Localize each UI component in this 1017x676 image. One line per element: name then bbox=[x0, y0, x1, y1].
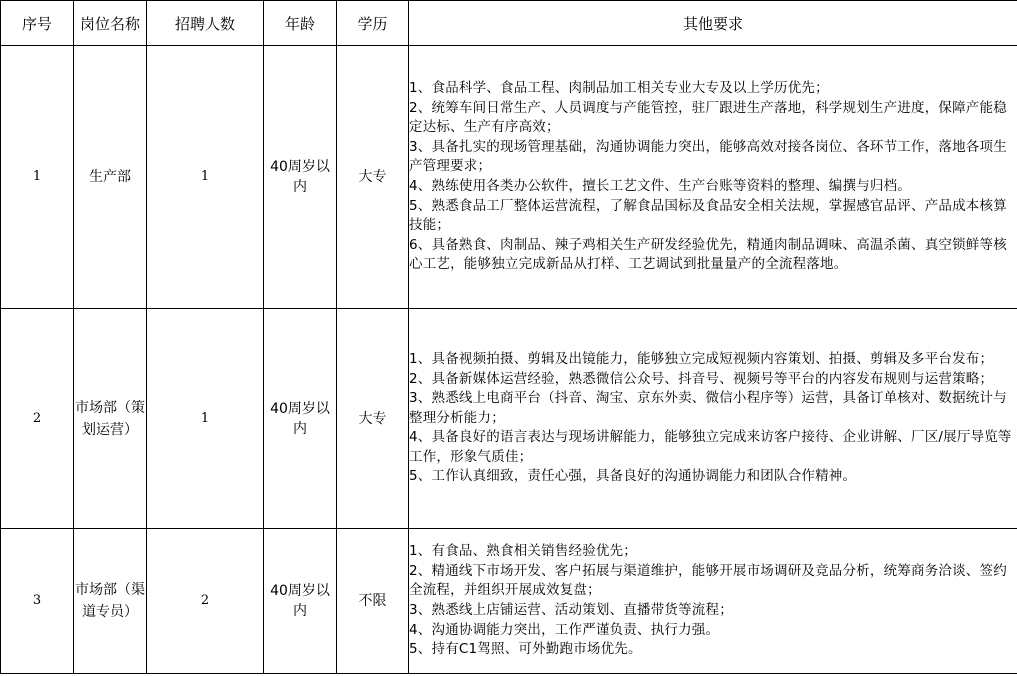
requirement-line: 4、熟练使用各类办公软件，擅长工艺文件、生产台账等资料的整理、编撰与归档。 bbox=[409, 178, 911, 194]
header-education: 学历 bbox=[337, 1, 409, 46]
cell-seq: 3 bbox=[1, 529, 74, 674]
requirement-line: 2、精通线下市场开发、客户拓展与渠道维护，能够开展市场调研及竞品分析，统筹商务洽谈、签约全流程，并组织开展成效复盘； bbox=[409, 562, 1007, 599]
header-requirements: 其他要求 bbox=[409, 1, 1017, 46]
requirement-line: 5、工作认真细致，责任心强，具备良好的沟通协调能力和团队合作精神。 bbox=[409, 468, 857, 485]
cell-age: 40周岁以内 bbox=[264, 309, 337, 529]
requirement-line: 1、具备视频拍摄、剪辑及出镜能力，能够独立完成短视频内容策划、拍摄、剪辑及多平台发布； bbox=[409, 350, 994, 367]
requirement-line: 1、食品科学、食品工程、肉制品加工相关专业大专及以上学历优先； bbox=[409, 80, 829, 97]
cell-count: 2 bbox=[147, 529, 264, 674]
cell-age: 40周岁以内 bbox=[264, 529, 337, 674]
requirement-line: 6、具备熟食、肉制品、辣子鸡相关生产研发经验优先，精通肉制品调味、高温杀菌、真空锁鲜等核心工艺，能够独立完成新品从打样、工艺调试到批量量产的全流程落地。 bbox=[409, 236, 1007, 273]
cell-position: 市场部（策划运营） bbox=[74, 309, 147, 529]
cell-education: 大专 bbox=[337, 46, 409, 309]
cell-seq: 2 bbox=[1, 309, 74, 529]
requirement-line: 2、统筹车间日常生产、人员调度与产能管控，驻厂跟进生产落地，科学规划生产进度，保障产能稳定达标、生产有序高效； bbox=[409, 99, 1007, 136]
requirement-line: 5、持有C1驾照、可外勤跑市场优先。 bbox=[409, 641, 642, 658]
table-row bbox=[1, 309, 1017, 529]
cell-requirements bbox=[409, 46, 1017, 309]
header-count: 招聘人数 bbox=[147, 1, 264, 46]
cell-education: 大专 bbox=[337, 309, 409, 529]
header-seq: 序号 bbox=[1, 1, 74, 46]
cell-seq: 1 bbox=[1, 46, 74, 309]
cell-count: 1 bbox=[147, 46, 264, 309]
cell-education: 不限 bbox=[337, 529, 409, 674]
table-row bbox=[1, 529, 1017, 674]
requirement-line: 4、沟通协调能力突出，工作严谨负责、执行力强。 bbox=[409, 621, 720, 638]
cell-requirements bbox=[409, 529, 1017, 674]
requirement-line: 5、熟悉食品工厂整体运营流程，了解食品国标及食品安全相关法规，掌握感官品评、产品成本核算技能； bbox=[409, 197, 1007, 234]
requirement-line: 2、具备新媒体运营经验，熟悉微信公众号、抖音号、视频号等平台的内容发布规则与运营策略； bbox=[409, 370, 994, 387]
header-age: 年龄 bbox=[264, 1, 337, 46]
table-row bbox=[1, 46, 1017, 309]
requirement-line: 1、有食品、熟食相关销售经验优先； bbox=[409, 543, 637, 560]
cell-age: 40周岁以内 bbox=[264, 46, 337, 309]
requirement-line: 3、熟悉线上店铺运营、活动策划、直播带货等流程； bbox=[409, 602, 733, 618]
cell-requirements bbox=[409, 309, 1017, 529]
cell-count: 1 bbox=[147, 309, 264, 529]
requirement-line: 3、熟悉线上电商平台（抖音、淘宝、京东外卖、微信小程序等）运营，具备订单核对、数据统计与整理分析能力； bbox=[409, 390, 1007, 426]
requirement-line: 4、具备良好的语言表达与现场讲解能力，能够独立完成来访客户接待、企业讲解、厂区/展厅导览等工作，形象气质佳； bbox=[409, 429, 1012, 465]
requirement-line: 3、具备扎实的现场管理基础，沟通协调能力突出，能够高效对接各岗位、各环节工作，落地各项生产管理要求； bbox=[409, 138, 1007, 175]
cell-position: 市场部（渠道专员） bbox=[74, 529, 147, 674]
header-position: 岗位名称 bbox=[74, 1, 147, 46]
cell-position: 生产部 bbox=[74, 46, 147, 309]
header-row bbox=[1, 1, 1017, 46]
